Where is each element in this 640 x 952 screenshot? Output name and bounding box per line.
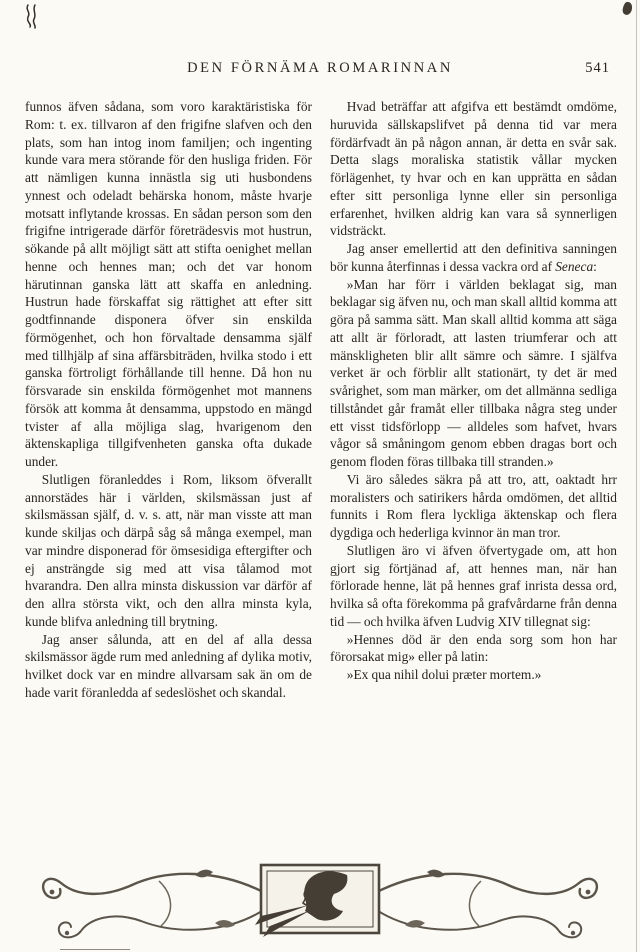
- paragraph: Vi äro således säkra på att tro, att, oaktadt hrr moralisters och satirikers hårda omdömen, det alltid funnits i Rom flera lyckliga äktenskap och flera dygdiga och hederliga kvinnor än man tror.: [330, 471, 617, 540]
- seneca-intro-tail: :: [593, 258, 597, 274]
- left-column: [25, 98, 312, 702]
- page-edge-shadow: [636, 0, 637, 952]
- epitaph-swedish: »Hennes död är den enda sorg som hon har förorsakat mig» eller på latin:: [330, 631, 617, 665]
- paragraph: Jag anser sålunda, att en del af alla dessa skilsmässor ägde rum med anledning af dylika motiv, hvilket dock var en mindre allvarsam sak än om de hade varit föranledda af sedeslöshet och skandal.: [25, 631, 312, 700]
- paragraph: Slutligen föranleddes i Rom, liksom öfverallt annorstädes här i världen, skilsmässan just af skilsmässan själf, d. v. s. att, när man visste att man kunde skiljas och därpå såg så många exempel, man var mindre disponerad för ömsesidiga eftergifter och ej ansträngde sig med att visa tålamod mot hvarandra. Den allra minsta diskussion var därför af den allra största vikt, och den allra minsta kyla, kunde blifva anledning till brytning.: [25, 471, 312, 629]
- text-body: [25, 98, 617, 702]
- paragraph: Hvad beträffar att afgifva ett bestämdt omdöme, huruvida sällskapslifvet på denna tid var mera fördärfvadt än på någon annan, är detta en svår sak. Detta slags moraliska statistik vållar mycken förlägenhet, ty hvar och en kan upprätta en sådan efter sitt personliga lynne eller sin personliga erfarenhet, hvilken aldrig kan vara så synnerligen vidsträckt.: [330, 99, 617, 239]
- tailpiece-ornament: [0, 861, 640, 946]
- framed-portrait-icon: [255, 865, 379, 937]
- page-edge-mark: [60, 949, 130, 950]
- art-nouveau-vignette-icon: [37, 861, 603, 941]
- paragraph-seneca-intro: [330, 240, 617, 276]
- page-number: 541: [585, 60, 610, 76]
- right-flourish-icon: [375, 870, 597, 938]
- scan-blemish: [621, 1, 634, 16]
- seneca-name: Seneca: [555, 258, 594, 274]
- running-head: [0, 60, 640, 80]
- left-flourish-icon: [43, 870, 265, 938]
- right-column: [330, 98, 617, 702]
- page-title: DEN FÖRNÄMA ROMARINNAN: [187, 60, 453, 76]
- seneca-intro-text: Jag anser emellertid att den definitiva sanningen bör kunna återfinnas i dessa vackra ord af: [330, 241, 617, 274]
- handwritten-corner-mark: [22, 2, 44, 30]
- seneca-quote: »Man har förr i världen beklagat sig, man beklagar sig äfven nu, och man skall alltid komma att göra på samma sätt. Man skall alltid komma att säga att allt är förloradt, att lasten triumferar och att mänskligheten blir allt sämre och sämre. I själfva verket är och förblir allt stationärt, ty det är med svårighet, som man märker, om det allmänna sedliga tillståndet går framåt eller tillbaka några steg under ett visst tidsförlopp — alldeles som hafvet, hvars vågor så småningom genom ebben dragas bort och genom floden föras tillbaka till stranden.»: [330, 276, 617, 469]
- paragraph: funnos äfven sådana, som voro karaktäristiska för Rom: t. ex. tillvaron af den frigifne slafven och den plats, som han intog inom familjen; och ingenting kunde vara mera störande för den husliga friden. För att nämligen kunna innästla sig uti husbondens ynnest och odeladt behärska honom, måste hvarje motsatt inflytande krossas. En sådan person som den frigifne intrigerade därför företrädesvis mot hustrun, sökande på allt möjligt sätt att stifta oenighet mellan henne och hennes man; och det var honom härutinnan ganska lätt att skaffa en anledning. Hustrun hade förskaffat sig rättighet att efter sitt godtfinnande disponera öfver sin enskilda förmögenhet, och hon förvaltade densamma själf med tillhjälp af sina affärsbiträden, hvilka stodo i ett ganska förtroligt förhållande till henne. Då hon nu försvarade sin enskilda förmögenhet mot mannens försök att komma åt densamma, uppstodo en mängd tvister af alla möjliga slag, hvarigenom den äktenskapliga tillgifvenheten ganska ofta dukade under.: [25, 99, 312, 469]
- epitaph-latin: »Ex qua nihil dolui præter mortem.»: [346, 667, 542, 682]
- paragraph: Slutligen äro vi äfven öfvertygade om, att hon gjort sig förtjänad af, att hennes man, när han förlorade henne, lät på hennes graf inrista dessa ord, hvilka så ofta förekomma på grafvårdarne från denna tid — och hvilka äfven Ludvig XIV tillegnat sig:: [330, 542, 617, 629]
